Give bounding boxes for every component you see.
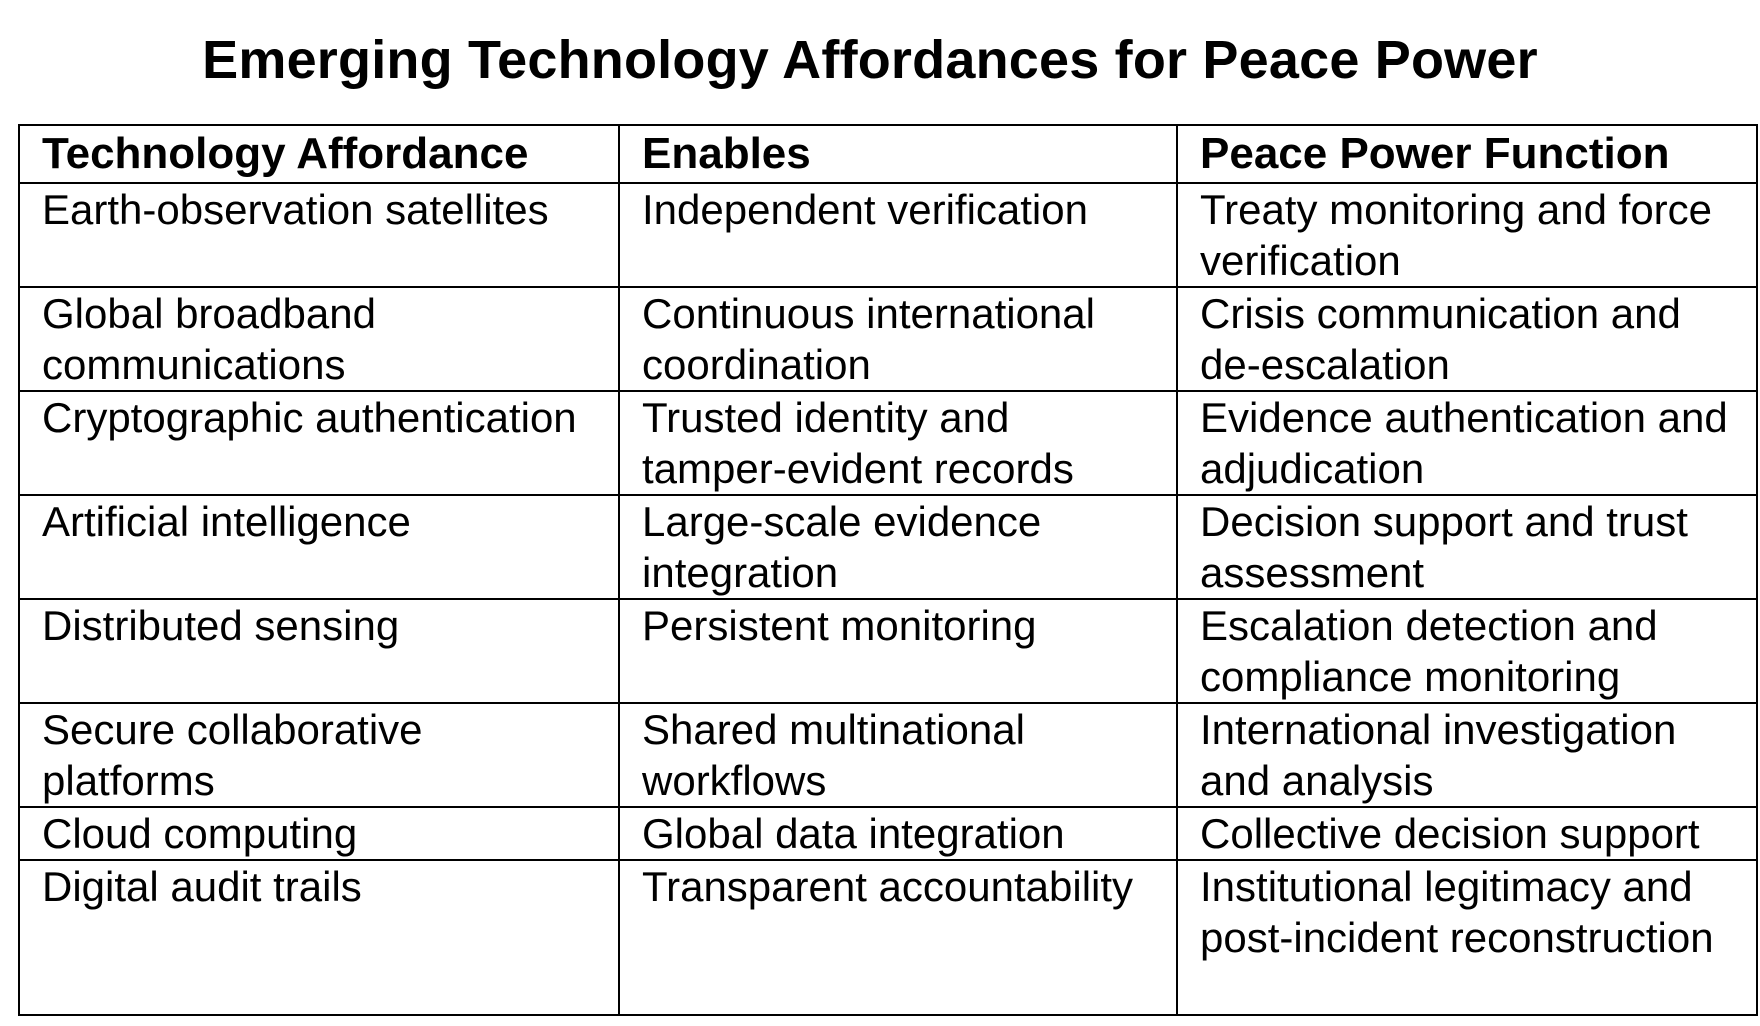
table-cell-enables: Independent verification: [619, 183, 1177, 287]
table-cell-function: Escalation detection and compliance monitoring: [1177, 599, 1757, 703]
table-cell-technology: Global broadband communications: [19, 287, 619, 391]
column-header-peace-power-function: Peace Power Function: [1177, 125, 1757, 183]
table-row: [19, 703, 1757, 807]
table-cell-function: Collective decision support: [1177, 807, 1757, 860]
table-cell-technology: Cryptographic authentication: [19, 391, 619, 495]
table-cell-function: Evidence authentication and adjudication: [1177, 391, 1757, 495]
table-cell-enables: Shared multinational workflows: [619, 703, 1177, 807]
table-cell-enables: Persistent monitoring: [619, 599, 1177, 703]
table-cell-technology: Digital audit trails: [19, 860, 619, 1015]
table-row: [19, 287, 1757, 391]
affordances-table: [18, 124, 1758, 1016]
table-cell-technology: Artificial intelligence: [19, 495, 619, 599]
column-header-enables: Enables: [619, 125, 1177, 183]
column-header-technology-affordance: Technology Affordance: [19, 125, 619, 183]
table-cell-function: Decision support and trust assessment: [1177, 495, 1757, 599]
table-cell-function: Treaty monitoring and force verification: [1177, 183, 1757, 287]
table-row: [19, 599, 1757, 703]
table-cell-enables: Continuous international coordination: [619, 287, 1177, 391]
table-row: [19, 183, 1757, 287]
table-row: [19, 860, 1757, 1015]
table-cell-technology: Distributed sensing: [19, 599, 619, 703]
table-cell-enables: Transparent accountability: [619, 860, 1177, 1015]
table-row: [19, 807, 1757, 860]
table-cell-enables: Trusted identity and tamper-evident records: [619, 391, 1177, 495]
table-cell-enables: Large-scale evidence integration: [619, 495, 1177, 599]
table-cell-function: Institutional legitimacy and post-incident reconstruction: [1177, 860, 1757, 1015]
table-header-row: [19, 125, 1757, 183]
table-cell-function: Crisis communication and de-escalation: [1177, 287, 1757, 391]
table-cell-technology: Earth-observation satellites: [19, 183, 619, 287]
table-cell-enables: Global data integration: [619, 807, 1177, 860]
table-cell-function: International investigation and analysis: [1177, 703, 1757, 807]
table-cell-technology: Cloud computing: [19, 807, 619, 860]
table-row: [19, 495, 1757, 599]
table-cell-technology: Secure collaborative platforms: [19, 703, 619, 807]
page-title: Emerging Technology Affordances for Peace Power: [202, 30, 1538, 90]
table-row: [19, 391, 1757, 495]
